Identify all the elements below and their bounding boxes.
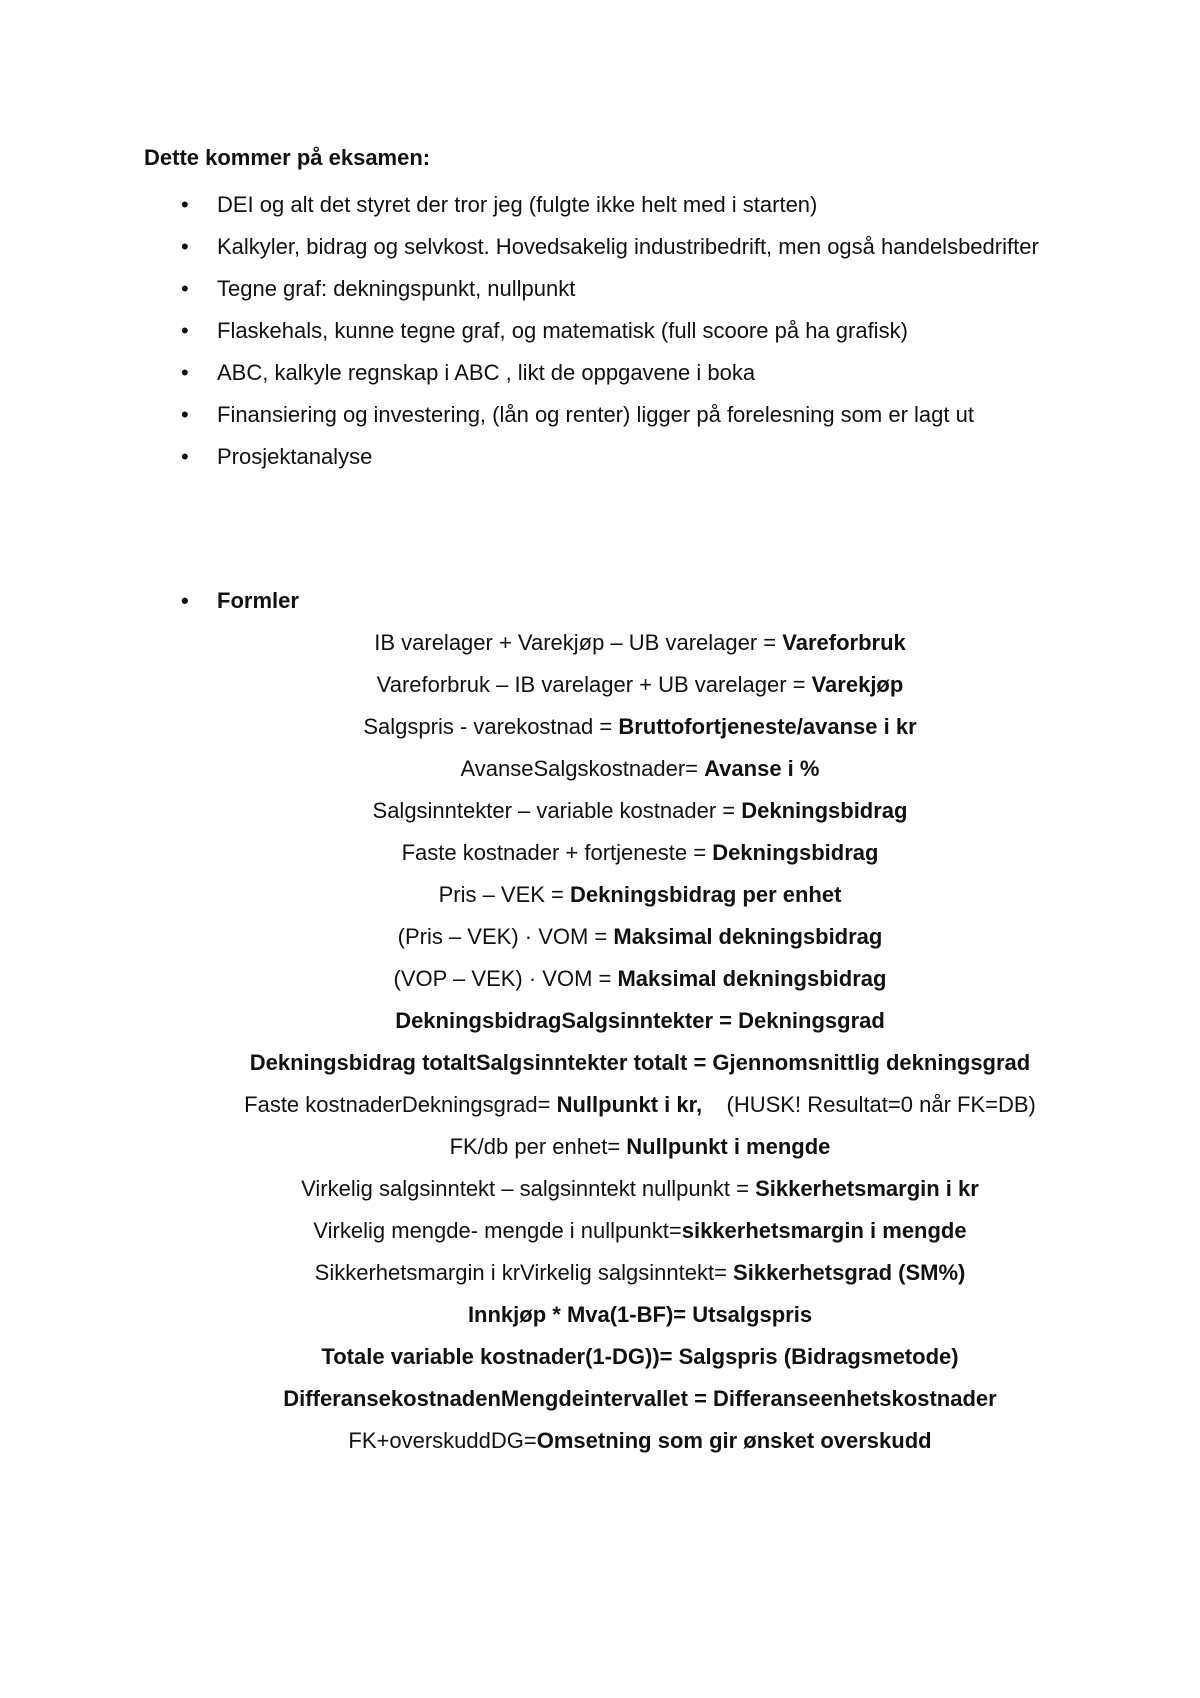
- formula-result: Maksimal dekningsbidrag: [617, 966, 887, 991]
- formula-result: Nullpunkt i kr,: [556, 1092, 703, 1117]
- formula-text: Salgsinntekter – variable kostnader =: [372, 798, 742, 823]
- formula-result: Dekningsbidrag: [741, 798, 908, 823]
- formula-result: Totale variable kostnader(1-DG))= Salgspris (Bidragsmetode): [321, 1344, 959, 1369]
- bullet-icon: •: [181, 402, 189, 427]
- bullet-icon: •: [181, 444, 189, 469]
- formula-line: [220, 874, 1060, 916]
- formula-line: [220, 1420, 1060, 1462]
- list-item-text: ABC, kalkyle regnskap i ABC , likt de oppgavene i boka: [217, 360, 756, 385]
- formula-result: DekningsbidragSalgsinntekter = Dekningsgrad: [395, 1008, 885, 1033]
- list-item-text: Finansiering og investering, (lån og renter) ligger på forelesning som er lagt ut: [217, 402, 974, 427]
- list-item-text: Flaskehals, kunne tegne graf, og matematisk (full scoore på ha grafisk): [217, 318, 908, 343]
- formula-line: [220, 1336, 1060, 1378]
- formula-result: Omsetning som gir ønsket overskudd: [536, 1428, 932, 1453]
- formula-text: FK/db per enhet=: [449, 1134, 627, 1159]
- list-item-text: Kalkyler, bidrag og selvkost. Hovedsakelig industribedrift, men også handelsbedrifter: [217, 234, 1039, 259]
- formula-line: [220, 1126, 1060, 1168]
- list-item: [144, 184, 1084, 226]
- list-item: [144, 436, 1084, 478]
- bullet-icon: •: [181, 360, 189, 385]
- list-item-text: Prosjektanalyse: [217, 444, 373, 469]
- formula-text: Faste kostnader + fortjeneste =: [401, 840, 713, 865]
- formula-line: [220, 1168, 1060, 1210]
- formula-result: Dekningsbidrag totaltSalgsinntekter totalt = Gjennomsnittlig dekningsgrad: [249, 1050, 1031, 1075]
- formula-result: sikkerhetsmargin i mengde: [681, 1218, 967, 1243]
- bullet-icon: •: [181, 318, 189, 343]
- page-heading: Dette kommer på eksamen:: [144, 145, 431, 170]
- formula-text: (VOP – VEK) · VOM =: [393, 966, 618, 991]
- formula-line: [220, 1210, 1060, 1252]
- formula-result: DifferansekostnadenMengdeintervallet = Differanseenhetskostnader: [283, 1386, 997, 1411]
- list-item: [144, 268, 1084, 310]
- formula-result: Sikkerhetsgrad (SM%): [733, 1260, 966, 1285]
- formula-line: [220, 664, 1060, 706]
- list-item: [144, 394, 1084, 436]
- formula-text: Virkelig salgsinntekt – salgsinntekt nullpunkt =: [301, 1176, 756, 1201]
- formula-line: [220, 916, 1060, 958]
- formula-result: Sikkerhetsmargin i kr: [755, 1176, 979, 1201]
- formula-line: [220, 748, 1060, 790]
- formula-text: AvanseSalgskostnader=: [460, 756, 705, 781]
- formula-result: Innkjøp * Mva(1-BF)= Utsalgspris: [467, 1302, 813, 1327]
- formler-label: Formler: [217, 588, 299, 613]
- list-item: [144, 226, 1084, 268]
- formula-line: [220, 1378, 1060, 1420]
- formler-heading: [144, 580, 299, 622]
- bullet-icon: •: [181, 588, 189, 613]
- formula-result: Avanse i %: [704, 756, 820, 781]
- formula-text: Sikkerhetsmargin i krVirkelig salgsinntekt=: [314, 1260, 734, 1285]
- formula-text: Salgspris - varekostnad =: [363, 714, 619, 739]
- formula-line: [220, 1084, 1060, 1126]
- formula-result: Bruttofortjeneste/avanse i kr: [618, 714, 917, 739]
- formula-line: [220, 958, 1060, 1000]
- bullet-icon: •: [181, 234, 189, 259]
- formula-line: [220, 832, 1060, 874]
- formula-result: Dekningsbidrag per enhet: [570, 882, 842, 907]
- formula-line: [220, 790, 1060, 832]
- formula-line: [220, 1294, 1060, 1336]
- formula-line: [220, 706, 1060, 748]
- bullet-icon: •: [181, 276, 189, 301]
- formula-text: (Pris – VEK) · VOM =: [397, 924, 614, 949]
- formula-text: Vareforbruk – IB varelager + UB varelager =: [376, 672, 812, 697]
- formula-text: IB varelager + Varekjøp – UB varelager =: [374, 630, 783, 655]
- formula-line: [220, 1252, 1060, 1294]
- topic-list: [144, 184, 1084, 478]
- list-item: [144, 352, 1084, 394]
- list-item-text: DEI og alt det styret der tror jeg (fulgte ikke helt med i starten): [217, 192, 818, 217]
- list-item: [144, 310, 1084, 352]
- formula-result: Maksimal dekningsbidrag: [613, 924, 883, 949]
- formula-result: Nullpunkt i mengde: [626, 1134, 831, 1159]
- bullet-icon: •: [181, 192, 189, 217]
- formula-list: [220, 622, 1060, 1462]
- formula-result: Varekjøp: [811, 672, 904, 697]
- formula-result: Dekningsbidrag: [712, 840, 879, 865]
- formula-text: Pris – VEK =: [438, 882, 571, 907]
- formula-line: [220, 622, 1060, 664]
- formula-text: FK+overskuddDG=: [348, 1428, 537, 1453]
- formula-line: [220, 1042, 1060, 1084]
- list-item-text: Tegne graf: dekningspunkt, nullpunkt: [217, 276, 576, 301]
- formula-result: Vareforbruk: [782, 630, 906, 655]
- formula-text: Virkelig mengde- mengde i nullpunkt=: [313, 1218, 682, 1243]
- formula-line: [220, 1000, 1060, 1042]
- formula-note: (HUSK! Resultat=0 når FK=DB): [702, 1092, 1036, 1117]
- formula-text: Faste kostnaderDekningsgrad=: [244, 1092, 557, 1117]
